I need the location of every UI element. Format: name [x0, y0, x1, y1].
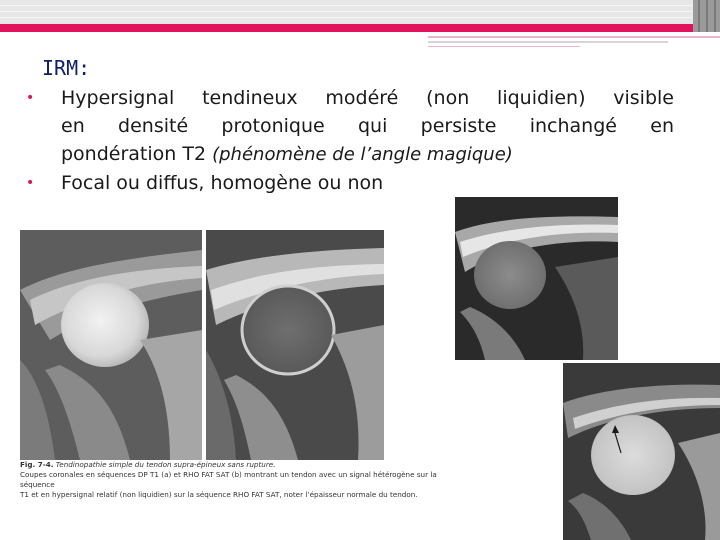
header-band [0, 0, 720, 24]
bullet-line-text: pondération T2 [61, 143, 213, 165]
mri-image-c [455, 197, 618, 360]
corner-line [714, 0, 716, 32]
header-stripe [0, 17, 720, 18]
header-accent-bar [0, 24, 720, 32]
header-rule-gray [428, 41, 668, 43]
bullet-list [26, 84, 674, 197]
bullet-line [61, 140, 674, 169]
mri-image-d [563, 363, 720, 540]
caption-italic: Tendinopathie simple du tendon supra-épineux sans rupture. [55, 460, 276, 469]
mri-image-b [206, 230, 384, 460]
mri-image-a [20, 230, 202, 460]
caption-line: T1 et en hypersignal relatif (non liquidien) sur la séquence RHO FAT SAT, noter l’épaisseur normale du tendon. [20, 490, 418, 499]
bullet-icon: • [26, 90, 35, 106]
slide-title: IRM: [42, 56, 91, 80]
bullet-icon: • [26, 175, 35, 191]
figure-caption [20, 460, 450, 500]
bullet-line: Hypersignal tendineux modéré (non liquidien) visible [61, 87, 674, 109]
header-stripe [0, 5, 720, 6]
corner-line [698, 0, 700, 32]
corner-line [706, 0, 708, 32]
header-rule-pink [428, 36, 720, 38]
header-stripe [0, 11, 720, 12]
bullet-line-italic: (phénomène de l’angle magique) [212, 144, 513, 165]
bullet-line: Focal ou diffus, homogène ou non [61, 172, 384, 194]
bullet-item [26, 169, 674, 197]
caption-title-line [20, 460, 450, 470]
bullet-item [26, 84, 674, 169]
caption-lead: Fig. 7-4. [20, 460, 54, 469]
bullet-line: en densité protonique qui persiste inchangé en [61, 115, 674, 137]
caption-line: Coupes coronales en séquences DP T1 (a) et RHO FAT SAT (b) montrant un tendon avec un signal hétérogène sur la séquence [20, 470, 437, 489]
header-corner-block [693, 0, 720, 32]
header-rule-pink-short [428, 46, 580, 47]
